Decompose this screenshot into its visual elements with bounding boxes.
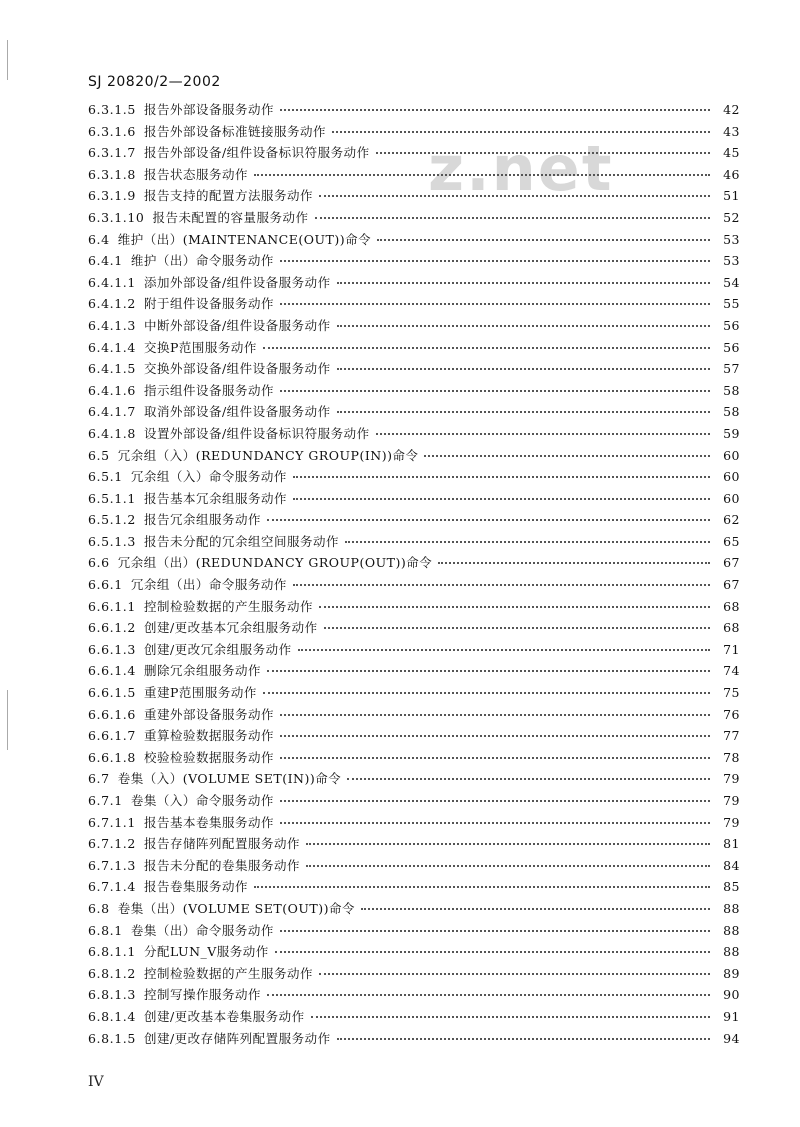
toc-entry-page: 43 [723,123,740,139]
toc-entry-title: 冗余组（出）(REDUNDANCY GROUP(OUT))命令 [117,555,433,571]
toc-leader-dots [267,518,710,521]
toc-leader-dots [267,993,710,996]
toc-entry [88,704,740,726]
toc-entry-number: 6.4.1.4 [88,339,136,355]
toc-entry-title: 报告未分配的冗余组空间服务动作 [143,533,339,549]
toc-leader-dots [275,950,710,953]
toc-entry [88,1006,740,1028]
toc-entry-title: 报告基本冗余组服务动作 [143,490,287,506]
toc-entry-number: 6.6.1 [88,577,123,593]
toc-entry-page: 46 [723,166,740,182]
toc-entry [88,984,740,1006]
toc-leader-dots [280,734,710,737]
toc-entry [88,552,740,574]
toc-entry-number: 6.3.1.7 [88,145,136,161]
toc-entry-title: 重算检验数据服务动作 [143,728,274,744]
toc-entry-page: 59 [723,425,740,441]
toc-entry-page: 58 [723,382,740,398]
toc-entry [88,207,740,229]
toc-entry-title: 重建外部设备服务动作 [143,706,274,722]
toc-entry-title: 指示组件设备服务动作 [143,382,274,398]
toc-leader-dots [280,756,710,759]
toc-entry-page: 56 [723,317,740,333]
toc-leader-dots [280,302,710,305]
toc-entry [88,876,740,898]
toc-entry-number: 6.6.1.6 [88,706,136,722]
toc-leader-dots [311,1015,710,1018]
toc-leader-dots [337,367,710,370]
toc-leader-dots [263,346,710,349]
toc-entry [88,509,740,531]
toc-entry-page: 60 [723,469,740,485]
toc-entry-page: 91 [723,1008,740,1024]
toc-entry [88,229,740,251]
toc-entry-page: 79 [723,771,740,787]
toc-leader-dots [376,432,710,435]
toc-leader-dots [263,691,710,694]
toc-entry-title: 报告支持的配置方法服务动作 [143,188,313,204]
toc-entry [88,617,740,639]
toc-entry [88,682,740,704]
toc-entry-number: 6.4.1.2 [88,296,136,312]
document-header: SJ 20820/2—2002 [88,74,221,90]
toc-entry [88,596,740,618]
toc-entry-page: 55 [723,296,740,312]
toc-leader-dots [345,540,710,543]
toc-entry [88,99,740,121]
toc-entry-number: 6.7.1.2 [88,836,136,852]
toc-entry [88,920,740,942]
toc-entry-title: 交换P范围服务动作 [143,339,257,355]
toc-entry-title: 交换外部设备/组件设备服务动作 [143,361,331,377]
toc-leader-dots [337,1037,710,1040]
toc-entry [88,380,740,402]
toc-entry-title: 创建/更改存储阵列配置服务动作 [143,1030,331,1046]
toc-entry-title: 报告基本卷集服务动作 [143,814,274,830]
toc-entry-title: 删除冗余组服务动作 [143,663,261,679]
toc-entry-page: 62 [723,512,740,528]
toc-entry-number: 6.7.1.3 [88,857,136,873]
toc-entry-page: 54 [723,274,740,290]
toc-entry-title: 报告存储阵列配置服务动作 [143,836,300,852]
toc-leader-dots [280,259,710,262]
toc-entry-page: 57 [723,361,740,377]
toc-entry-number: 6.6.1.5 [88,685,136,701]
toc-leader-dots [280,821,710,824]
toc-entry-number: 6.4.1.5 [88,361,136,377]
toc-leader-dots [337,324,710,327]
toc-leader-dots [319,605,710,608]
toc-leader-dots [306,864,710,867]
toc-entry-page: 67 [723,577,740,593]
toc-entry-title: 控制写操作服务动作 [143,987,261,1003]
toc-entry-title: 报告外部设备服务动作 [143,102,274,117]
toc-entry-page: 52 [723,209,740,225]
toc-entry-number: 6.8.1 [88,922,123,938]
toc-entry [88,898,740,920]
toc-entry [88,639,740,661]
toc-entry-page: 42 [723,102,740,117]
toc-entry [88,315,740,337]
toc-entry [88,142,740,164]
toc-entry-page: 71 [723,641,740,657]
toc-leader-dots [315,216,710,219]
toc-entry-title: 附于组件设备服务动作 [143,296,274,312]
toc-leader-dots [280,799,710,802]
toc-entry [88,272,740,294]
toc-entry-number: 6.5.1.3 [88,533,136,549]
toc-entry-page: 51 [723,188,740,204]
toc-entry-page: 68 [723,598,740,614]
toc-entry [88,747,740,769]
toc-entry-number: 6.6.1.1 [88,598,136,614]
toc-entry-title: 创建/更改基本冗余组服务动作 [143,620,318,636]
toc-entry-number: 6.7 [88,771,110,787]
toc-leader-dots [324,626,710,629]
toc-entry-title: 报告外部设备标准链接服务动作 [143,123,326,139]
toc-entry-number: 6.4.1.8 [88,425,136,441]
toc-entry-page: 85 [723,879,740,895]
toc-leader-dots [319,972,710,975]
toc-entry-title: 冗余组（入）(REDUNDANCY GROUP(IN))命令 [117,447,419,463]
toc-entry-number: 6.7.1 [88,793,123,808]
toc-entry-title: 报告状态服务动作 [143,166,248,182]
toc-entry-page: 67 [723,555,740,571]
toc-entry-number: 6.3.1.9 [88,188,136,204]
toc-entry [88,401,740,423]
toc-entry-page: 79 [723,814,740,830]
toc-entry-page: 88 [723,922,740,938]
toc-entry-number: 6.8.1.4 [88,1008,136,1024]
toc-leader-dots [267,669,710,672]
toc-entry [88,574,740,596]
toc-entry [88,358,740,380]
toc-entry [88,725,740,747]
toc-entry-title: 设置外部设备/组件设备标识符服务动作 [143,425,370,441]
page-number: IV [88,1074,104,1090]
toc-leader-dots [293,475,710,478]
toc-entry-title: 创建/更改冗余组服务动作 [143,641,292,657]
toc-leader-dots [280,389,710,392]
scan-artifact [7,690,8,750]
toc-leader-dots [319,194,710,197]
toc-entry [88,250,740,272]
toc-entry [88,466,740,488]
toc-entry-page: 89 [723,965,740,981]
toc-entry-page: 88 [723,900,740,916]
toc-leader-dots [306,842,710,845]
toc-entry-number: 6.3.1.8 [88,166,136,182]
toc-entry [88,445,740,467]
toc-leader-dots [280,713,710,716]
toc-entry-title: 报告卷集服务动作 [143,879,248,895]
toc-entry-page: 94 [723,1030,740,1046]
toc-entry-page: 45 [723,145,740,161]
toc-entry-number: 6.7.1.1 [88,814,136,830]
toc-entry-title: 分配LUN_V服务动作 [143,944,269,960]
toc-entry [88,660,740,682]
toc-leader-dots [337,281,710,284]
toc-entry [88,855,740,877]
toc-leader-dots [424,454,710,457]
toc-entry [88,768,740,790]
toc-entry [88,185,740,207]
toc-entry [88,488,740,510]
toc-entry-title: 校验检验数据服务动作 [143,749,274,765]
toc-entry-title: 重建P范围服务动作 [143,685,257,701]
toc-entry-number: 6.3.1.5 [88,102,136,117]
toc-entry-title: 维护（出）(MAINTENANCE(OUT))命令 [117,231,372,247]
toc-entry-page: 74 [723,663,740,679]
toc-entry-page: 60 [723,490,740,506]
toc-entry [88,833,740,855]
toc-entry [88,963,740,985]
toc-entry-number: 6.7.1.4 [88,879,136,895]
toc-entry-number: 6.4.1.3 [88,317,136,333]
toc-entry-title: 创建/更改基本卷集服务动作 [143,1008,305,1024]
toc-leader-dots [280,108,710,111]
toc-entry-title: 卷集（出）命令服务动作 [130,922,274,938]
toc-entry-number: 6.6 [88,555,110,571]
toc-entry-title: 冗余组（入）命令服务动作 [130,469,287,485]
table-of-contents [88,99,740,1049]
toc-entry [88,337,740,359]
toc-entry-title: 维护（出）命令服务动作 [130,253,274,269]
toc-entry [88,1028,740,1050]
scan-artifact [7,40,8,80]
toc-entry-number: 6.8.1.2 [88,965,136,981]
toc-entry-number: 6.8 [88,900,110,916]
toc-entry-number: 6.6.1.4 [88,663,136,679]
toc-entry-title: 取消外部设备/组件设备服务动作 [143,404,331,420]
toc-entry-page: 78 [723,749,740,765]
toc-leader-dots [280,929,710,932]
toc-entry-title: 卷集（出）(VOLUME SET(OUT))命令 [117,900,355,916]
watermark: z.net [428,132,614,205]
toc-entry-page: 53 [723,231,740,247]
toc-entry-number: 6.3.1.6 [88,123,136,139]
toc-leader-dots [376,151,710,154]
toc-entry [88,423,740,445]
toc-entry-title: 报告外部设备/组件设备标识符服务动作 [143,145,370,161]
toc-entry-title: 报告未分配的卷集服务动作 [143,857,300,873]
toc-entry-page: 81 [723,836,740,852]
toc-entry [88,164,740,186]
toc-entry-title: 报告未配置的容量服务动作 [152,209,309,225]
toc-entry-page: 79 [723,793,740,808]
toc-entry-number: 6.8.1.1 [88,944,136,960]
toc-entry-number: 6.6.1.2 [88,620,136,636]
toc-entry [88,812,740,834]
toc-leader-dots [347,777,710,780]
toc-entry-number: 6.5.1.1 [88,490,136,506]
toc-leader-dots [337,410,710,413]
toc-entry-page: 77 [723,728,740,744]
toc-entry-page: 60 [723,447,740,463]
toc-entry-number: 6.6.1.3 [88,641,136,657]
toc-entry-title: 卷集（入）命令服务动作 [130,793,274,808]
toc-entry-page: 65 [723,533,740,549]
toc-entry-page: 53 [723,253,740,269]
toc-leader-dots [438,561,710,564]
toc-entry [88,790,740,812]
toc-entry-page: 84 [723,857,740,873]
toc-entry-number: 6.8.1.5 [88,1030,136,1046]
toc-leader-dots [332,130,710,133]
toc-entry-title: 冗余组（出）命令服务动作 [130,577,287,593]
toc-entry-number: 6.5 [88,447,110,463]
toc-entry-number: 6.4.1.1 [88,274,136,290]
toc-entry [88,941,740,963]
toc-entry-number: 6.4.1 [88,253,123,269]
toc-entry-number: 6.4 [88,231,110,247]
toc-entry-title: 中断外部设备/组件设备服务动作 [143,317,331,333]
toc-entry-number: 6.3.1.10 [88,209,145,225]
toc-entry-number: 6.6.1.8 [88,749,136,765]
toc-entry-title: 添加外部设备/组件设备服务动作 [143,274,331,290]
toc-entry-page: 68 [723,620,740,636]
toc-entry-title: 控制检验数据的产生服务动作 [143,598,313,614]
toc-leader-dots [298,648,710,651]
toc-entry-title: 控制检验数据的产生服务动作 [143,965,313,981]
toc-entry-page: 76 [723,706,740,722]
toc-entry-title: 报告冗余组服务动作 [143,512,261,528]
toc-entry [88,121,740,143]
toc-entry-number: 6.5.1 [88,469,123,485]
toc-entry-number: 6.6.1.7 [88,728,136,744]
toc-leader-dots [254,885,710,888]
toc-entry-page: 75 [723,685,740,701]
toc-entry-page: 88 [723,944,740,960]
toc-leader-dots [293,497,710,500]
toc-leader-dots [254,173,710,176]
toc-entry [88,293,740,315]
toc-leader-dots [293,583,710,586]
toc-entry-page: 90 [723,987,740,1003]
toc-entry-number: 6.5.1.2 [88,512,136,528]
toc-entry [88,531,740,553]
toc-entry-title: 卷集（入）(VOLUME SET(IN))命令 [117,771,342,787]
toc-entry-page: 58 [723,404,740,420]
toc-entry-number: 6.8.1.3 [88,987,136,1003]
toc-entry-page: 56 [723,339,740,355]
toc-entry-number: 6.4.1.7 [88,404,136,420]
toc-leader-dots [361,907,710,910]
toc-entry-number: 6.4.1.6 [88,382,136,398]
toc-leader-dots [377,238,710,241]
